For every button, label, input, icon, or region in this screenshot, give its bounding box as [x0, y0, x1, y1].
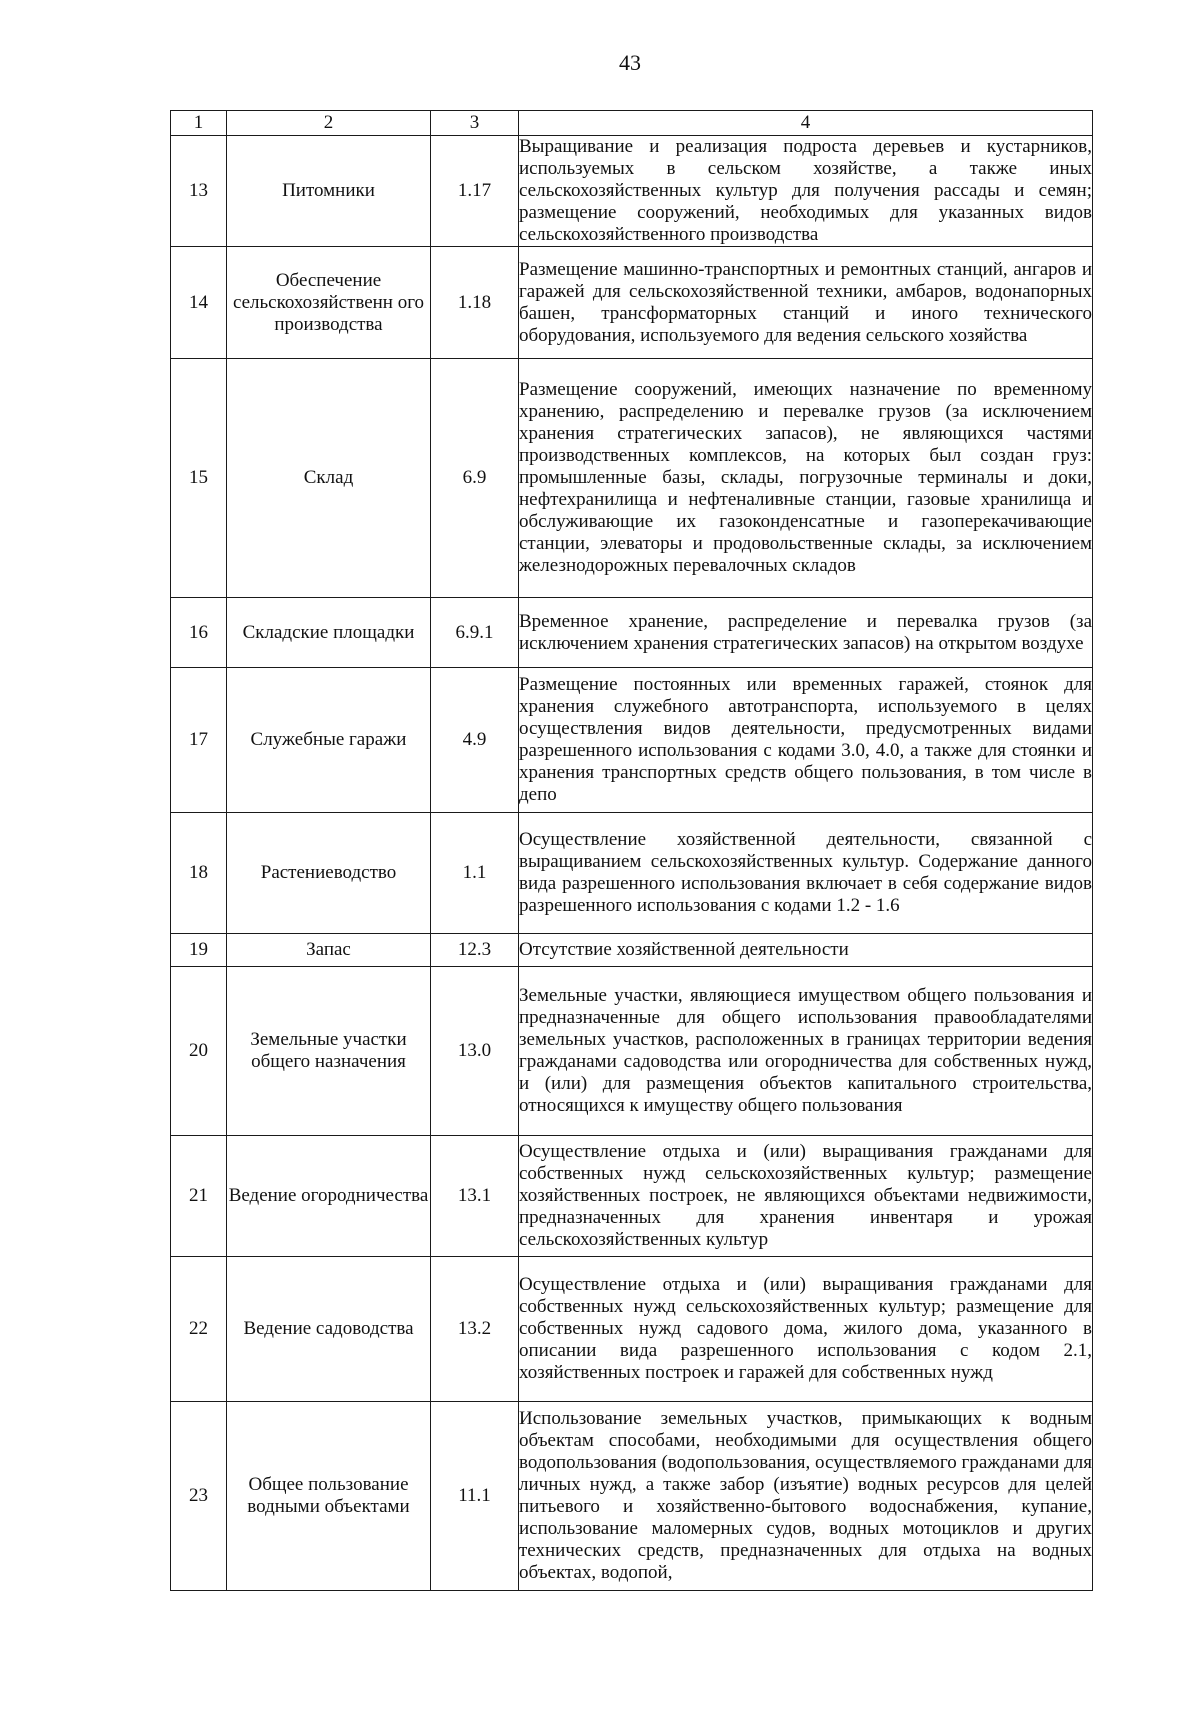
row-number: 18	[171, 813, 227, 934]
row-number: 22	[171, 1257, 227, 1402]
use-type-description: Осуществление хозяйственной деятельности, связанной с выращиванием сельскохозяйственных культур. Содержание данного вида разрешенного использования включает в себя содержание видов разрешенного использования с кодами 1.2 - 1.6	[519, 813, 1093, 934]
use-type-code: 12.3	[431, 934, 519, 967]
use-type-code: 1.18	[431, 247, 519, 359]
use-type-code: 6.9.1	[431, 598, 519, 668]
land-use-table	[170, 110, 1093, 1591]
use-type-code: 11.1	[431, 1402, 519, 1591]
row-number: 14	[171, 247, 227, 359]
table-row	[171, 1136, 1093, 1257]
table-row	[171, 934, 1093, 967]
table-row	[171, 1257, 1093, 1402]
use-type-description: Осуществление отдыха и (или) выращивания гражданами для собственных нужд сельскохозяйственных культур; размещение хозяйственных построек, не являющихся объектами недвижимости, предназначенных для хранения инвентаря и урожая сельскохозяйственных культур	[519, 1136, 1093, 1257]
column-header-number: 1	[171, 111, 227, 136]
use-type-description: Земельные участки, являющиеся имуществом общего пользования и предназначенные для общего использования правообладателями земельных участков, расположенных в границах территории ведения гражданами садоводства или огородничества для собственных нужд, и (или) для размещения объектов капитального строительства, относящихся к имуществу общего пользования	[519, 967, 1093, 1136]
row-number: 20	[171, 967, 227, 1136]
row-number: 19	[171, 934, 227, 967]
column-header-description: 4	[519, 111, 1093, 136]
use-type-name: Обеспечение сельскохозяйственн ого производства	[227, 247, 431, 359]
table-row	[171, 359, 1093, 598]
use-type-name: Складские площадки	[227, 598, 431, 668]
column-header-code: 3	[431, 111, 519, 136]
table-header-row	[171, 111, 1093, 136]
use-type-code: 13.1	[431, 1136, 519, 1257]
table-row	[171, 967, 1093, 1136]
use-type-description: Временное хранение, распределение и перевалка грузов (за исключением хранения стратегических запасов) на открытом воздухе	[519, 598, 1093, 668]
use-type-code: 6.9	[431, 359, 519, 598]
row-number: 21	[171, 1136, 227, 1257]
use-type-description: Размещение машинно-транспортных и ремонтных станций, ангаров и гаражей для сельскохозяйственной техники, амбаров, водонапорных башен, трансформаторных станций и иного технического оборудования, используемого для ведения сельского хозяйства	[519, 247, 1093, 359]
use-type-code: 1.1	[431, 813, 519, 934]
use-type-code: 1.17	[431, 136, 519, 247]
table-row	[171, 247, 1093, 359]
table-row	[171, 1402, 1093, 1591]
use-type-code: 13.0	[431, 967, 519, 1136]
use-type-description: Отсутствие хозяйственной деятельности	[519, 934, 1093, 967]
table-row	[171, 668, 1093, 813]
use-type-name: Земельные участки общего назначения	[227, 967, 431, 1136]
use-type-description: Использование земельных участков, примыкающих к водным объектам способами, необходимыми для осуществления общего водопользования (водопользования, осуществляемого гражданами для личных нужд, а также забор (изъятие) водных ресурсов для целей питьевого и хозяйственно-бытового водоснабжения, купание, использование маломерных судов, водных мотоциклов и других технических средств, предназначенных для отдыха на водных объектах, водопой,	[519, 1402, 1093, 1591]
use-type-name: Ведение садоводства	[227, 1257, 431, 1402]
use-type-description: Размещение постоянных или временных гаражей, стоянок для хранения служебного автотранспорта, используемого в целях осуществления видов деятельности, предусмотренных видами разрешенного использования с кодами 3.0, 4.0, а также для стоянки и хранения транспортных средств общего пользования, в том числе в депо	[519, 668, 1093, 813]
row-number: 16	[171, 598, 227, 668]
use-type-code: 13.2	[431, 1257, 519, 1402]
page-number: 43	[619, 50, 641, 75]
use-type-description: Осуществление отдыха и (или) выращивания гражданами для собственных нужд сельскохозяйственных культур; размещение для собственных нужд садового дома, жилого дома, указанного в описании вида разрешенного использования с кодом 2.1, хозяйственных построек и гаражей для собственных нужд	[519, 1257, 1093, 1402]
column-header-name: 2	[227, 111, 431, 136]
table-row	[171, 136, 1093, 247]
use-type-name: Растениеводство	[227, 813, 431, 934]
use-type-name: Питомники	[227, 136, 431, 247]
table-row	[171, 813, 1093, 934]
use-type-code: 4.9	[431, 668, 519, 813]
use-type-description: Размещение сооружений, имеющих назначение по временному хранению, распределению и перевалке грузов (за исключением хранения стратегических запасов), не являющихся частями производственных комплексов, на которых был создан груз: промышленные базы, склады, погрузочные терминалы и доки, нефтехранилища и нефтеналивные станции, газовые хранилища и обслуживающие их газоконденсатные и газоперекачивающие станции, элеваторы и продовольственные склады, за исключением железнодорожных перевалочных складов	[519, 359, 1093, 598]
table-row	[171, 598, 1093, 668]
use-type-name: Служебные гаражи	[227, 668, 431, 813]
use-type-description: Выращивание и реализация подроста деревьев и кустарников, используемых в сельском хозяйстве, а также иных сельскохозяйственных культур для получения рассады и семян; размещение сооружений, необходимых для указанных видов сельскохозяйственного производства	[519, 136, 1092, 245]
use-type-name: Общее пользование водными объектами	[227, 1402, 431, 1591]
use-type-name: Ведение огородничества	[227, 1136, 431, 1257]
row-number: 15	[171, 359, 227, 598]
use-type-name: Склад	[227, 359, 431, 598]
row-number: 23	[171, 1402, 227, 1591]
row-number: 13	[171, 136, 227, 247]
row-number: 17	[171, 668, 227, 813]
use-type-name: Запас	[227, 934, 431, 967]
